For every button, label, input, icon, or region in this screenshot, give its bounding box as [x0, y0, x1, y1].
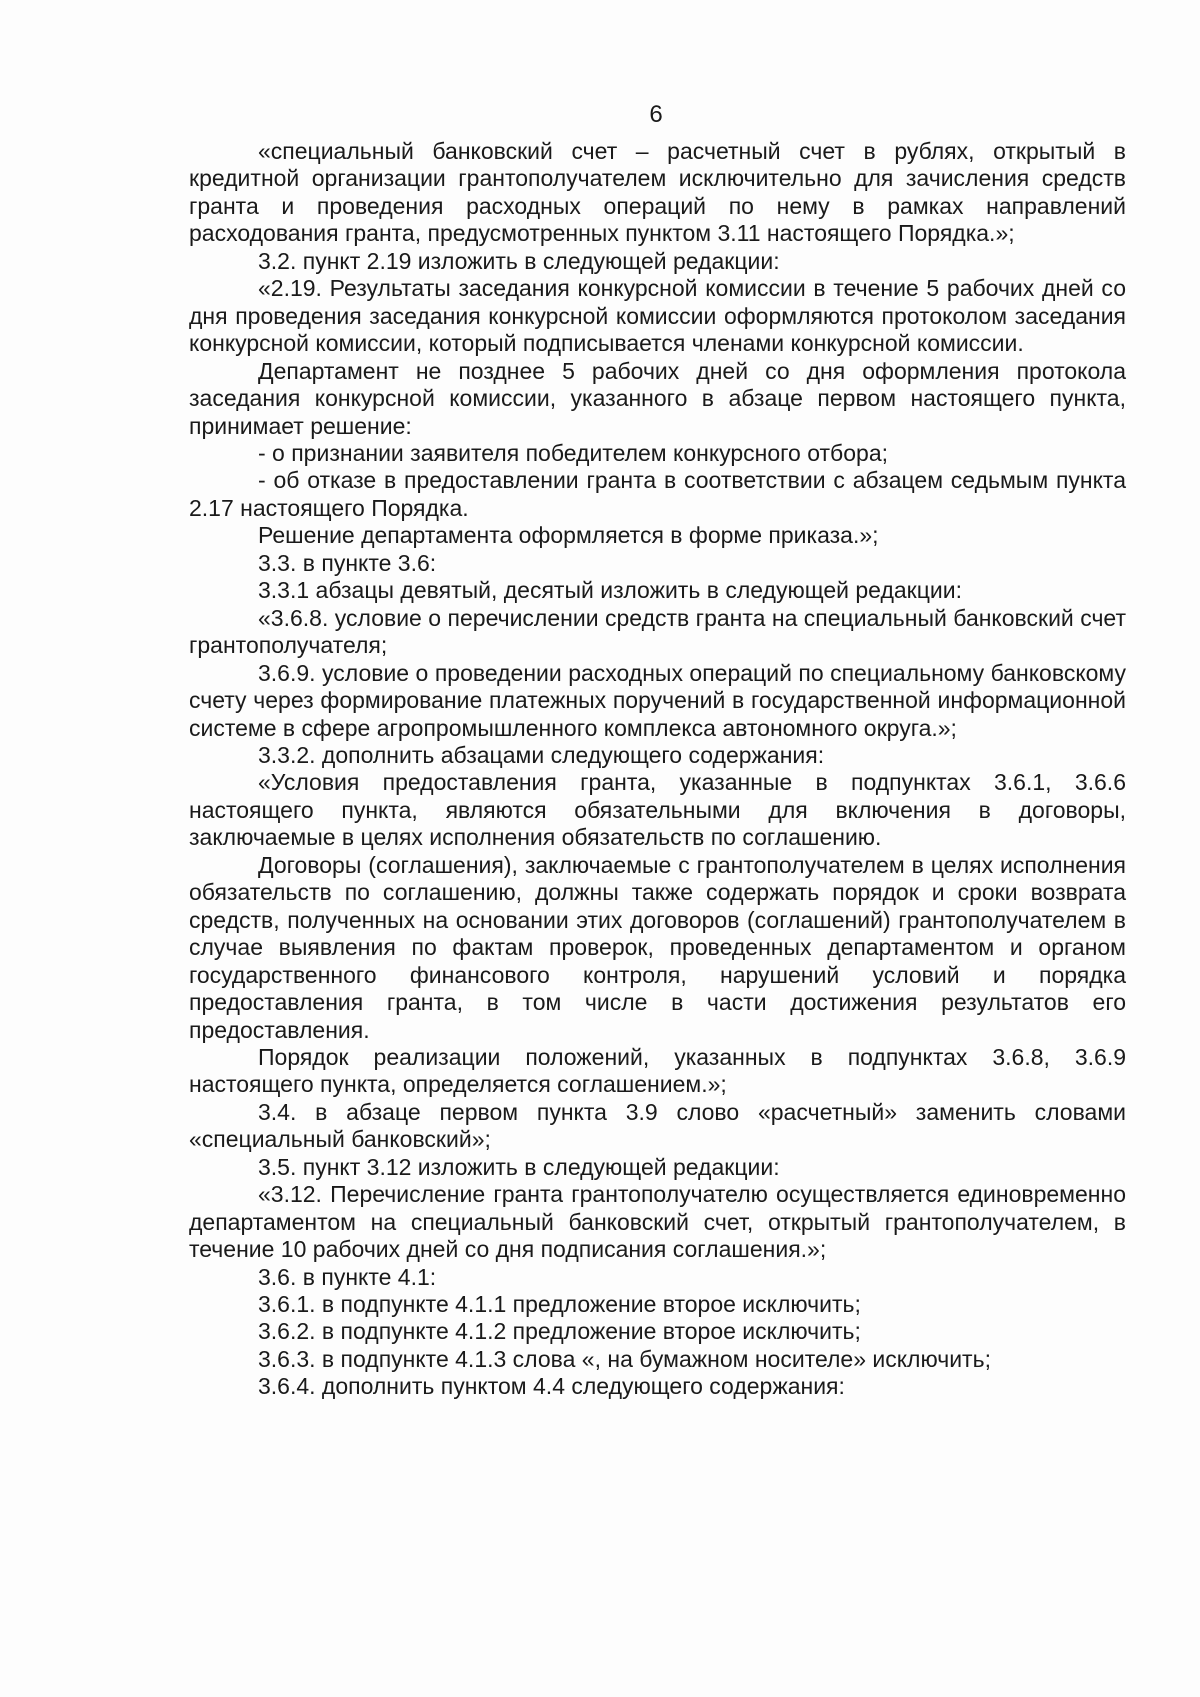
- paragraph-3-6-9: 3.6.9. условие о проведении расходных операций по специальному банковскому счету через формирование платежных поручений в государственной информационной системе в сфере агропромышленного комплекса автономного округа.»;: [189, 659, 1126, 741]
- paragraph-decision-order: Решение департамента оформляется в форме приказа.»;: [258, 522, 879, 549]
- paragraph-3-6-3: 3.6.3. в подпункте 4.1.3 слова «, на бумажном носителе» исключить;: [258, 1345, 991, 1372]
- paragraph-special-account-definition: «специальный банковский счет – расчетный счет в рублях, открытый в кредитной организации грантополучателем исключительно для зачисления средств гранта и проведения расходных операций по нему в рамках направлений расходования гранта, предусмотренных пунктом 3.11 настоящего Порядка.»;: [189, 138, 1126, 247]
- paragraph-contracts: Договоры (соглашения), заключаемые с грантополучателем в целях исполнения обязательств по соглашению, должны также содержать порядок и сроки возврата средств, полученных на основании этих договоров (соглашений) грантополучателем в случае выявления по фактам проверок, проведенных департаментом и органом государственного финансового контроля, нарушений условий и порядка предоставления гранта, в том числе в части достижения результатов его предоставления.: [189, 851, 1126, 1043]
- list-item-winner: - о признании заявителя победителем конкурсного отбора;: [258, 439, 888, 466]
- paragraph-3-3-2: 3.3.2. дополнить абзацами следующего содержания:: [258, 741, 825, 768]
- paragraph-3-3: 3.3. в пункте 3.6:: [258, 549, 437, 576]
- paragraph-department-decision: Департамент не позднее 5 рабочих дней со дня оформления протокола заседания конкурсной комиссии, указанного в абзаце первом настоящего пункта, принимает решение:: [189, 357, 1126, 439]
- paragraph-3-5: 3.5. пункт 3.12 изложить в следующей редакции:: [258, 1153, 780, 1180]
- paragraph-implementation-order: Порядок реализации положений, указанных в подпунктах 3.6.8, 3.6.9 настоящего пункта, определяется соглашением.»;: [189, 1043, 1126, 1098]
- paragraph-3-12: «3.12. Перечисление гранта грантополучателю осуществляется единовременно департаментом на специальный банковский счет, открытый грантополучателем, в течение 10 рабочих дней со дня подписания соглашения.»;: [189, 1181, 1126, 1263]
- document-body: [189, 138, 1126, 1401]
- paragraph-3-2: 3.2. пункт 2.19 изложить в следующей редакции:: [258, 247, 780, 274]
- paragraph-3-6-4: 3.6.4. дополнить пунктом 4.4 следующего содержания:: [258, 1373, 845, 1400]
- list-item-refusal: - об отказе в предоставлении гранта в соответствии с абзацем седьмым пункта 2.17 настоящего Порядка.: [189, 467, 1126, 521]
- paragraph-2-19: «2.19. Результаты заседания конкурсной комиссии в течение 5 рабочих дней со дня проведения заседания конкурсной комиссии оформляются протоколом заседания конкурсной комиссии, который подписывается членами конкурсной комиссии.: [189, 275, 1126, 357]
- paragraph-grant-conditions: «Условия предоставления гранта, указанные в подпунктах 3.6.1, 3.6.6 настоящего пункта, являются обязательными для включения в договоры, заключаемые в целях исполнения обязательств по соглашению.: [189, 769, 1126, 851]
- page-number: 6: [649, 101, 663, 128]
- paragraph-3-6: 3.6. в пункте 4.1:: [258, 1263, 437, 1290]
- paragraph-3-4: 3.4. в абзаце первом пункта 3.9 слово «расчетный» заменить словами «специальный банковский»;: [189, 1098, 1126, 1153]
- paragraph-3-6-2: 3.6.2. в подпункте 4.1.2 предложение второе исключить;: [258, 1318, 861, 1345]
- paragraph-3-3-1: 3.3.1 абзацы девятый, десятый изложить в следующей редакции:: [258, 577, 963, 604]
- paragraph-3-6-1: 3.6.1. в подпункте 4.1.1 предложение второе исключить;: [258, 1291, 861, 1318]
- paragraph-3-6-8: «3.6.8. условие о перечислении средств гранта на специальный банковский счет грантополучателя;: [189, 604, 1126, 659]
